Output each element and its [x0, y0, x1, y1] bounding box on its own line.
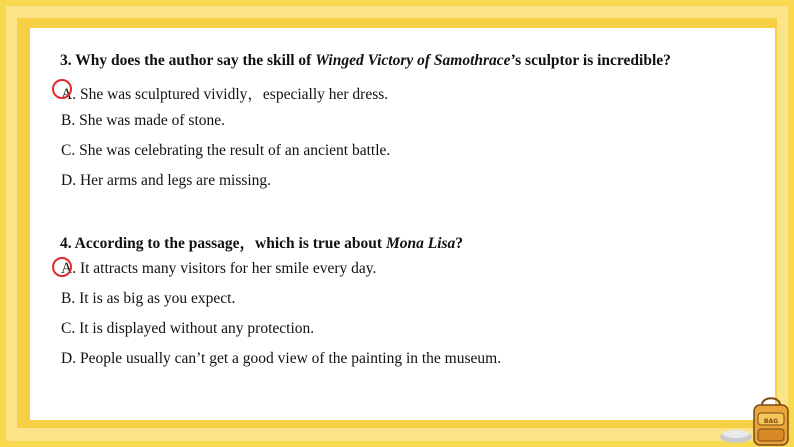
option-text: A. She was sculptured vividly，especially her dress.	[61, 86, 389, 103]
question-4-title-suffix: ?	[455, 235, 464, 252]
question-4-option-c: C. It is displayed without any protection.	[61, 320, 315, 337]
question-3-option-d: D. Her arms and legs are missing.	[61, 172, 272, 189]
question-3-title-prefix: 3. Why does the author say the skill of	[60, 52, 316, 69]
question-4-title	[60, 231, 463, 253]
school-bag-illustration-icon	[718, 393, 794, 447]
question-4-option-b: B. It is as big as you expect.	[61, 290, 236, 307]
question-4-title-prefix: 4. According to the passage，which is true about	[60, 235, 386, 252]
question-3-option-a	[61, 82, 388, 104]
content-card	[30, 28, 775, 420]
option-text: A. It attracts many visitors for her smile every day.	[61, 260, 377, 277]
question-4-title-italic: Mona Lisa	[385, 235, 456, 252]
question-3-option-c: C. She was celebrating the result of an ancient battle.	[61, 142, 391, 159]
question-3-title	[60, 52, 671, 70]
question-3-option-b: B. She was made of stone.	[61, 112, 226, 129]
bag-label: BAG	[763, 418, 779, 425]
answer-circle-marker	[52, 79, 72, 99]
question-4-option-d: D. People usually can’t get a good view of the painting in the museum.	[61, 350, 502, 367]
answer-circle-marker	[52, 257, 72, 277]
question-3-title-suffix: ’s sculptor is incredible?	[510, 52, 671, 69]
question-4-option-a	[61, 260, 376, 278]
question-3-title-italic: Winged Victory of Samothrace	[315, 52, 511, 69]
